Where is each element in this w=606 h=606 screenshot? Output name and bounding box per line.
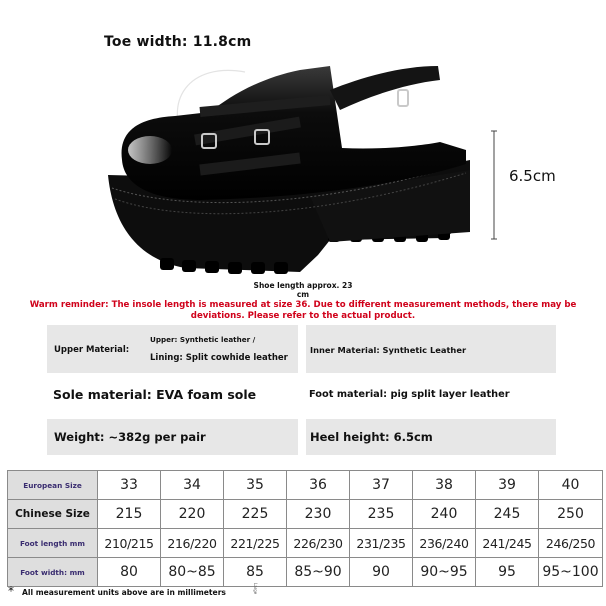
size-chart-table (7, 470, 603, 587)
table-cell: 40 (539, 471, 603, 500)
table-cell: 80 (98, 558, 161, 587)
shoe-length-label: Shoe length approx. 23 cm (253, 281, 353, 299)
table-cell: 95~100 (539, 558, 603, 587)
buckle (398, 90, 408, 106)
table-cell: 36 (287, 471, 350, 500)
toe-width-label: Toe width: 11.8cm (104, 34, 252, 50)
table-cell: 231/235 (350, 529, 413, 558)
table-cell: 38 (413, 471, 476, 500)
row-label: Foot length mm (8, 529, 98, 558)
weight-text: Weight: ~382g per pair (54, 430, 206, 444)
table-cell: 95 (476, 558, 539, 587)
table-cell: 85~90 (287, 558, 350, 587)
table-cell: 235 (350, 500, 413, 529)
table-row (8, 529, 603, 558)
table-row (8, 558, 603, 587)
table-cell: 236/240 (413, 529, 476, 558)
inner-material-text: Inner Material: Synthetic Leather (310, 345, 467, 355)
table-cell: 240 (413, 500, 476, 529)
row-label: Chinese Size (8, 500, 98, 529)
row-label: Foot width: mm (8, 558, 98, 587)
table-row (8, 471, 603, 500)
footnote-asterisk: * (8, 584, 14, 598)
shoe-illustration (0, 0, 606, 290)
table-cell: 226/230 (287, 529, 350, 558)
table-cell: 90~95 (413, 558, 476, 587)
table-cell: 39 (476, 471, 539, 500)
table-cell: 215 (98, 500, 161, 529)
table-cell: 225 (224, 500, 287, 529)
warm-reminder: Warm reminder: The insole length is measured at size 36. Due to different measurement methods, there may be deviations. Please refer to the actual product. (29, 300, 577, 321)
upper-material-lining: Lining: Split cowhide leather (150, 353, 288, 363)
height-dimension (491, 131, 497, 239)
height-label: 6.5cm (509, 167, 556, 185)
row-label: European Size (8, 471, 98, 500)
heel-strap (330, 66, 440, 110)
footnote-text: All measurement units above are in millimeters (22, 588, 226, 597)
sole-material-text: Sole material: EVA foam sole (53, 387, 257, 402)
table-row (8, 500, 603, 529)
table-cell: 34 (161, 471, 224, 500)
table-cell: 220 (161, 500, 224, 529)
table-cell: 80~85 (161, 558, 224, 587)
table-cell: 241/245 (476, 529, 539, 558)
tiny-size-mark: Large (253, 583, 258, 595)
upper-material-title: Upper Material: (54, 345, 130, 355)
table-cell: 250 (539, 500, 603, 529)
table-cell: 221/225 (224, 529, 287, 558)
table-cell: 216/220 (161, 529, 224, 558)
table-cell: 33 (98, 471, 161, 500)
table-cell: 37 (350, 471, 413, 500)
table-cell: 35 (224, 471, 287, 500)
table-cell: 85 (224, 558, 287, 587)
table-cell: 90 (350, 558, 413, 587)
table-cell: 230 (287, 500, 350, 529)
heel-height-text: Heel height: 6.5cm (310, 430, 433, 444)
table-cell: 245 (476, 500, 539, 529)
upper-material-upper: Upper: Synthetic leather / (150, 335, 256, 344)
table-cell: 246/250 (539, 529, 603, 558)
table-cell: 210/215 (98, 529, 161, 558)
foot-material-text: Foot material: pig split layer leather (309, 389, 510, 400)
